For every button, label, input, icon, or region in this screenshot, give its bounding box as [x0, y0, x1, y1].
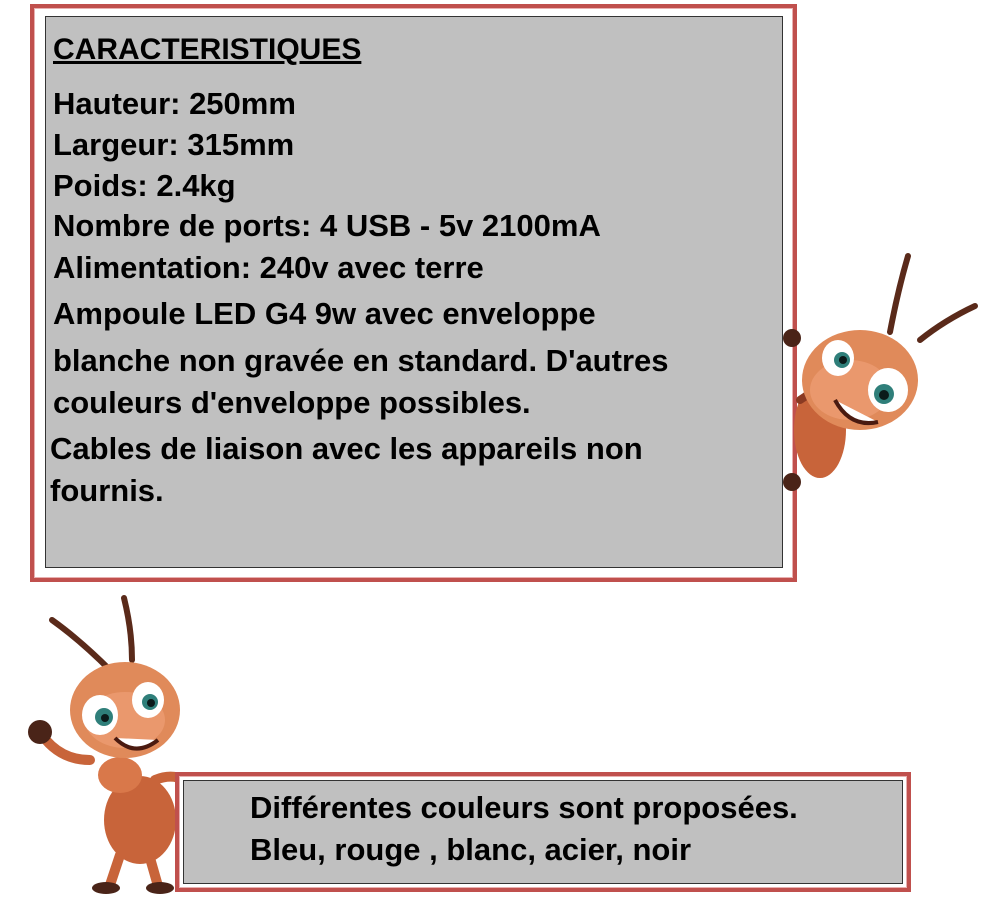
spec-ampoule-line1: Ampoule LED G4 9w avec enveloppe — [53, 296, 596, 331]
spec-hauteur: Hauteur: 250mm — [53, 86, 296, 121]
spec-cables-line1: Cables de liaison avec les appareils non — [50, 431, 643, 466]
spec-ports: Nombre de ports: 4 USB - 5v 2100mA — [53, 208, 601, 243]
spec-ampoule-line3: couleurs d'enveloppe possibles. — [53, 385, 531, 420]
spec-cables-line2: fournis. — [50, 473, 164, 508]
spec-poids: Poids: 2.4kg — [53, 168, 236, 203]
spec-ampoule-line2: blanche non gravée en standard. D'autres — [53, 343, 669, 378]
cartoon-ant-peeking-icon — [780, 250, 980, 500]
colors-note-line2: Bleu, rouge , blanc, acier, noir — [250, 832, 692, 867]
spec-alimentation: Alimentation: 240v avec terre — [53, 250, 484, 285]
colors-note-line1: Différentes couleurs sont proposées. — [250, 790, 798, 825]
specs-title: CARACTERISTIQUES — [53, 33, 362, 66]
spec-largeur: Largeur: 315mm — [53, 127, 295, 162]
